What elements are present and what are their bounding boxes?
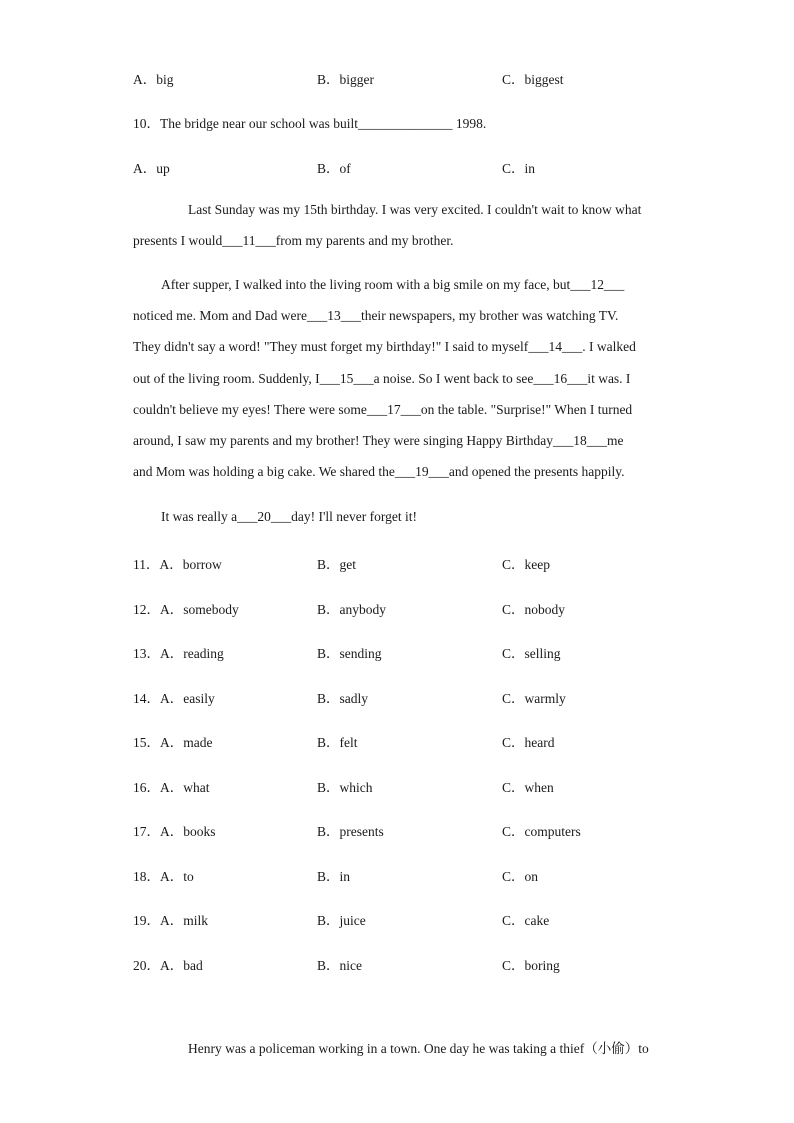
q10-option-a: A．up — [133, 161, 170, 176]
q17-option-c: C．computers — [502, 824, 581, 839]
q12-option-a: 12．A．somebody — [133, 602, 239, 617]
q19-option-c: C．cake — [502, 913, 550, 928]
q20-option-c: C．boring — [502, 958, 560, 973]
q19-option-a: 19．A．milk — [133, 913, 209, 928]
passage-p2-line1: After supper, I walked into the living room with a big smile on my face, but___12___ — [161, 277, 625, 292]
q20-option-a: 20．A．bad — [133, 958, 203, 973]
q16-option-c: C．when — [502, 780, 554, 795]
passage-p2-line3: They didn't say a word! "They must forget my birthday!" I said to myself___14___. I walked — [133, 339, 636, 354]
q14-option-c: C．warmly — [502, 691, 566, 706]
q13-option-a: 13．A．reading — [133, 646, 224, 661]
q17-option-a: 17．A．books — [133, 824, 216, 839]
q11-option-b: B．get — [317, 557, 356, 572]
q12-option-c: C．nobody — [502, 602, 566, 617]
passage-p3-line1: It was really a___20___day! I'll never forget it! — [161, 509, 417, 524]
q15-option-b: B．felt — [317, 735, 358, 750]
q11-option-a: 11．A．borrow — [133, 557, 222, 572]
q14-option-a: 14．A．easily — [133, 691, 215, 706]
q18-option-a: 18．A．to — [133, 869, 194, 884]
q11-option-c: C．keep — [502, 557, 550, 572]
passage-p1-line1: Last Sunday was my 15th birthday. I was very excited. I couldn't wait to know what — [188, 202, 642, 217]
q17-option-b: B．presents — [317, 824, 384, 839]
passage-p2-line5: couldn't believe my eyes! There were some___17___on the table. "Surprise!" When I turned — [133, 402, 633, 417]
q9-option-c: C．biggest — [502, 72, 564, 87]
q15-option-c: C．heard — [502, 735, 555, 750]
q10-stem: 10．The bridge near our school was built______________ 1998. — [133, 116, 487, 131]
q10-option-b: B．of — [317, 161, 351, 176]
passage-p2-line7: and Mom was holding a big cake. We shared the___19___and opened the presents happily. — [133, 464, 625, 479]
passage-p2-line2: noticed me. Mom and Dad were___13___their newspapers, my brother was watching TV. — [133, 308, 619, 323]
q18-option-c: C．on — [502, 869, 539, 884]
q14-option-b: B．sadly — [317, 691, 369, 706]
q13-option-c: C．selling — [502, 646, 561, 661]
q12-option-b: B．anybody — [317, 602, 386, 617]
q9-option-b: B．bigger — [317, 72, 374, 87]
next-passage-line1: Henry was a policeman working in a town. One day he was taking a thief（小偷）to — [188, 1041, 649, 1056]
q10-option-c: C．in — [502, 161, 536, 176]
q13-option-b: B．sending — [317, 646, 382, 661]
q18-option-b: B．in — [317, 869, 351, 884]
passage-p2-line6: around, I saw my parents and my brother! They were singing Happy Birthday___18___me — [133, 433, 624, 448]
q16-option-b: B．which — [317, 780, 373, 795]
q15-option-a: 15．A．made — [133, 735, 213, 750]
passage-p1-line2: presents I would___11___from my parents and my brother. — [133, 233, 454, 248]
passage-p2-line4: out of the living room. Suddenly, I___15___a noise. So I went back to see___16___it was. I — [133, 371, 631, 386]
q19-option-b: B．juice — [317, 913, 366, 928]
q9-option-a: A．big — [133, 72, 174, 87]
q16-option-a: 16．A．what — [133, 780, 210, 795]
q20-option-b: B．nice — [317, 958, 362, 973]
